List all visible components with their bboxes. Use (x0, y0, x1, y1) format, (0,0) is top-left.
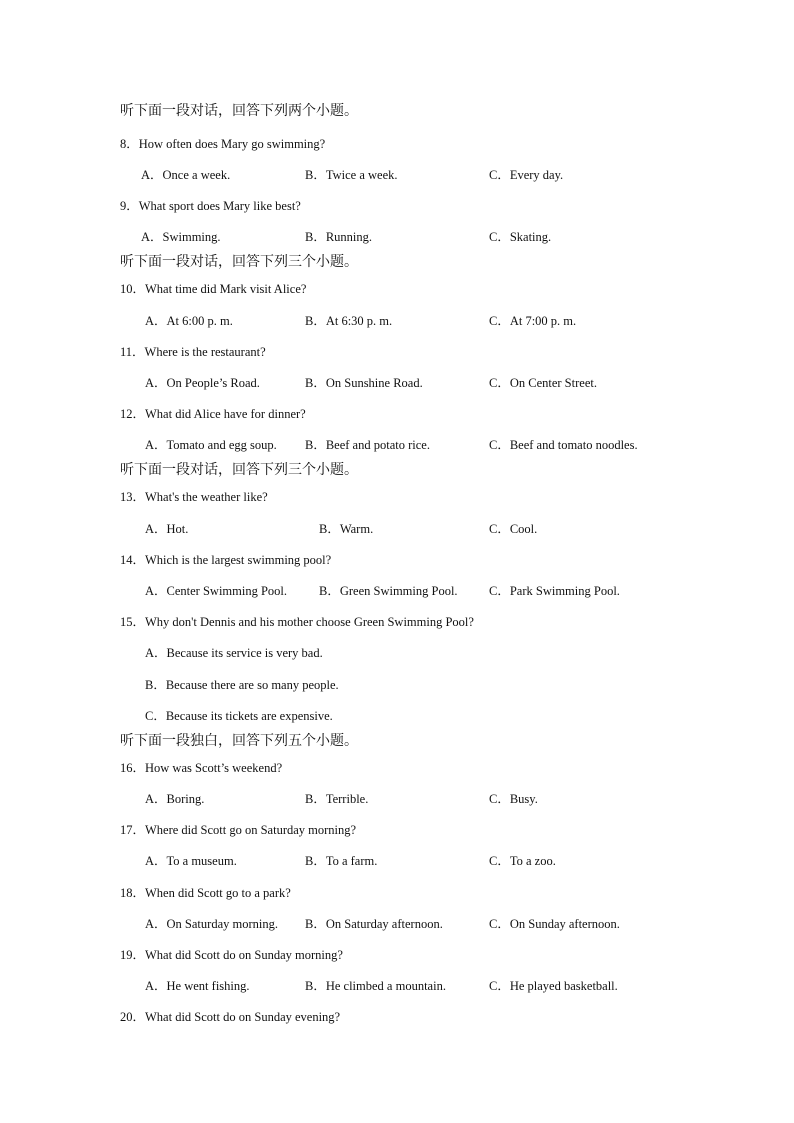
option-b: B．At 6:30 p. m. (305, 314, 393, 328)
question-stem: 13．What's the weather like? (120, 490, 268, 504)
option-a: A．On Saturday morning. (145, 917, 278, 931)
section-instruction: 听下面一段对话，回答下列两个小题。 (120, 103, 358, 119)
section-instruction: 听下面一段对话，回答下列三个小题。 (120, 254, 358, 270)
question-stem: 17．Where did Scott go on Saturday morning? (120, 823, 357, 837)
option-b: B．Twice a week. (305, 168, 398, 182)
option-c: C．Skating. (489, 230, 552, 244)
option-b: B．Warm. (319, 522, 374, 536)
question-stem: 9．What sport does Mary like best? (120, 199, 301, 213)
question-stem: 14．Which is the largest swimming pool? (120, 553, 332, 567)
option-b: B．Terrible. (305, 792, 369, 806)
option-a: A．Hot. (145, 522, 189, 536)
option-c: C．To a zoo. (489, 854, 556, 868)
option-c: C．At 7:00 p. m. (489, 314, 577, 328)
option-b: B．Green Swimming Pool. (319, 584, 458, 598)
option-b: B．To a farm. (305, 854, 378, 868)
option-c: C．On Center Street. (489, 376, 597, 390)
option-b: B．Because there are so many people. (145, 678, 339, 692)
section-instruction: 听下面一段独白，回答下列五个小题。 (120, 733, 358, 749)
option-a: A．Swimming. (141, 230, 221, 244)
option-a: A．Boring. (145, 792, 205, 806)
option-a: A．To a museum. (145, 854, 237, 868)
option-a: A．Tomato and egg soup. (145, 438, 277, 452)
option-b: B．On Saturday afternoon. (305, 917, 443, 931)
question-stem: 19．What did Scott do on Sunday morning? (120, 948, 343, 962)
question-stem: 18．When did Scott go to a park? (120, 886, 291, 900)
question-stem: 12．What did Alice have for dinner? (120, 407, 306, 421)
option-a: A．Because its service is very bad. (145, 646, 323, 660)
option-c: C．On Sunday afternoon. (489, 917, 620, 931)
option-c: C．Park Swimming Pool. (489, 584, 620, 598)
option-a: A．He went fishing. (145, 979, 250, 993)
option-b: B．Beef and potato rice. (305, 438, 430, 452)
option-c: C．Cool. (489, 522, 538, 536)
option-c: C．Because its tickets are expensive. (145, 709, 333, 723)
option-b: B．He climbed a mountain. (305, 979, 446, 993)
option-a: A．On People’s Road. (145, 376, 260, 390)
option-c: C．Beef and tomato noodles. (489, 438, 638, 452)
question-stem: 10．What time did Mark visit Alice? (120, 282, 307, 296)
question-stem: 8．How often does Mary go swimming? (120, 137, 326, 151)
option-a: A．Center Swimming Pool. (145, 584, 288, 598)
section-instruction: 听下面一段对话，回答下列三个小题。 (120, 462, 358, 478)
question-stem: 15．Why don't Dennis and his mother choose Green Swimming Pool? (120, 615, 474, 629)
option-c: C．He played basketball. (489, 979, 618, 993)
option-a: A．Once a week. (141, 168, 231, 182)
option-c: C．Busy. (489, 792, 538, 806)
option-b: B．Running. (305, 230, 373, 244)
option-a: A．At 6:00 p. m. (145, 314, 233, 328)
question-stem: 20．What did Scott do on Sunday evening? (120, 1010, 341, 1024)
option-b: B．On Sunshine Road. (305, 376, 423, 390)
question-stem: 11．Where is the restaurant? (120, 345, 266, 359)
question-stem: 16．How was Scott’s weekend? (120, 761, 283, 775)
option-c: C．Every day. (489, 168, 564, 182)
